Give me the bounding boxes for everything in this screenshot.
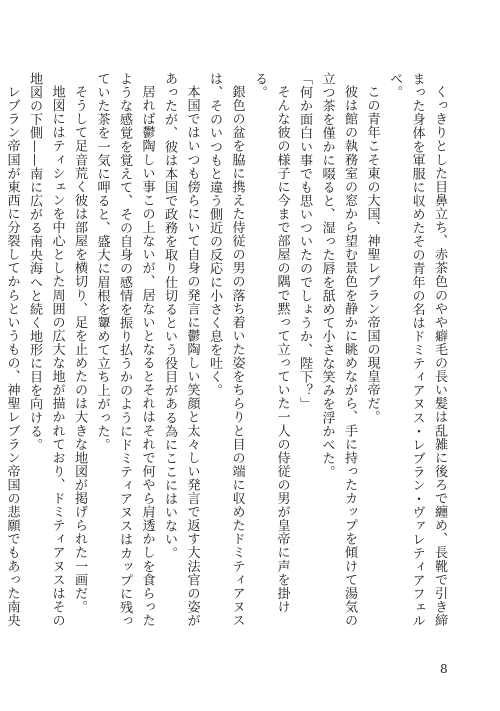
paragraph: 彼は館の執務室の窓から望む景色を静かに眺めながら、手に持ったカップを傾けて湯気の立つ茶を僅かに啜ると、湿った唇を舐めて小さな笑みを浮かべた。 <box>319 72 357 628</box>
dialogue-line: 「何か面白い事でも思いついたのでしょうか、陛下？」 <box>297 72 312 411</box>
vertical-text-body <box>4 72 450 632</box>
paragraph: 本国ではいつも傍らにいて自身の発言に鬱陶しい笑顔と太々しい発言で返す大法官の姿があったが、彼は本国で政務を取り仕切るという役目がある為にここにはいない。 <box>162 72 200 628</box>
paragraph: 地図にはティシェンを中心とした周囲の広大な地が描かれており、ドミティアヌスはその地図の下側——南に広がる南央海へと続く地形に目を向ける。 <box>27 72 65 628</box>
paragraph: 居れば鬱陶しい事この上ないが、居ないとなるとそれはそれで何やら肩透かしを食らったような感覚を覚えて、その自身の感情を振り払うかのようにドミティアヌスはカップに残っていた茶を一気に呷ると、盛大に眉根を顰めて立ち上がった。 <box>94 72 155 628</box>
paragraph: そんな彼の様子に今まで部屋の隅で黙って立っていた一人の侍従の男が皇帝に声を掛ける。 <box>252 72 290 614</box>
paragraph: この青年こそ東の大国、神聖レブラン帝国の現皇帝だ。 <box>364 85 380 424</box>
paragraph: くっきりとした目鼻立ち、赤茶色のやや癖毛の長い髪は乱雑に後ろで纏め、長靴で引き締まった身体を軍服に収めたその青年の名はドミティアヌス・レブラン・ヴァレティアフェルベ。 <box>387 72 447 628</box>
paragraph: レブラン帝国が東西に分裂してからというもの、神聖レブラン帝国の悲願でもあった南央 <box>4 85 20 628</box>
page-number: 8 <box>440 662 448 676</box>
paragraph: そうして足音荒く彼は部屋を横切り、足を止めたのは大きな地図が掲げられた一画だ。 <box>72 85 87 614</box>
paragraph: 銀色の盆を脇に携えた侍従の男の落ち着いた姿をちらりと目の端に収めたドミティアヌスは、そのいつもと違う側近の反応に小さく息を吐く。 <box>207 72 245 628</box>
